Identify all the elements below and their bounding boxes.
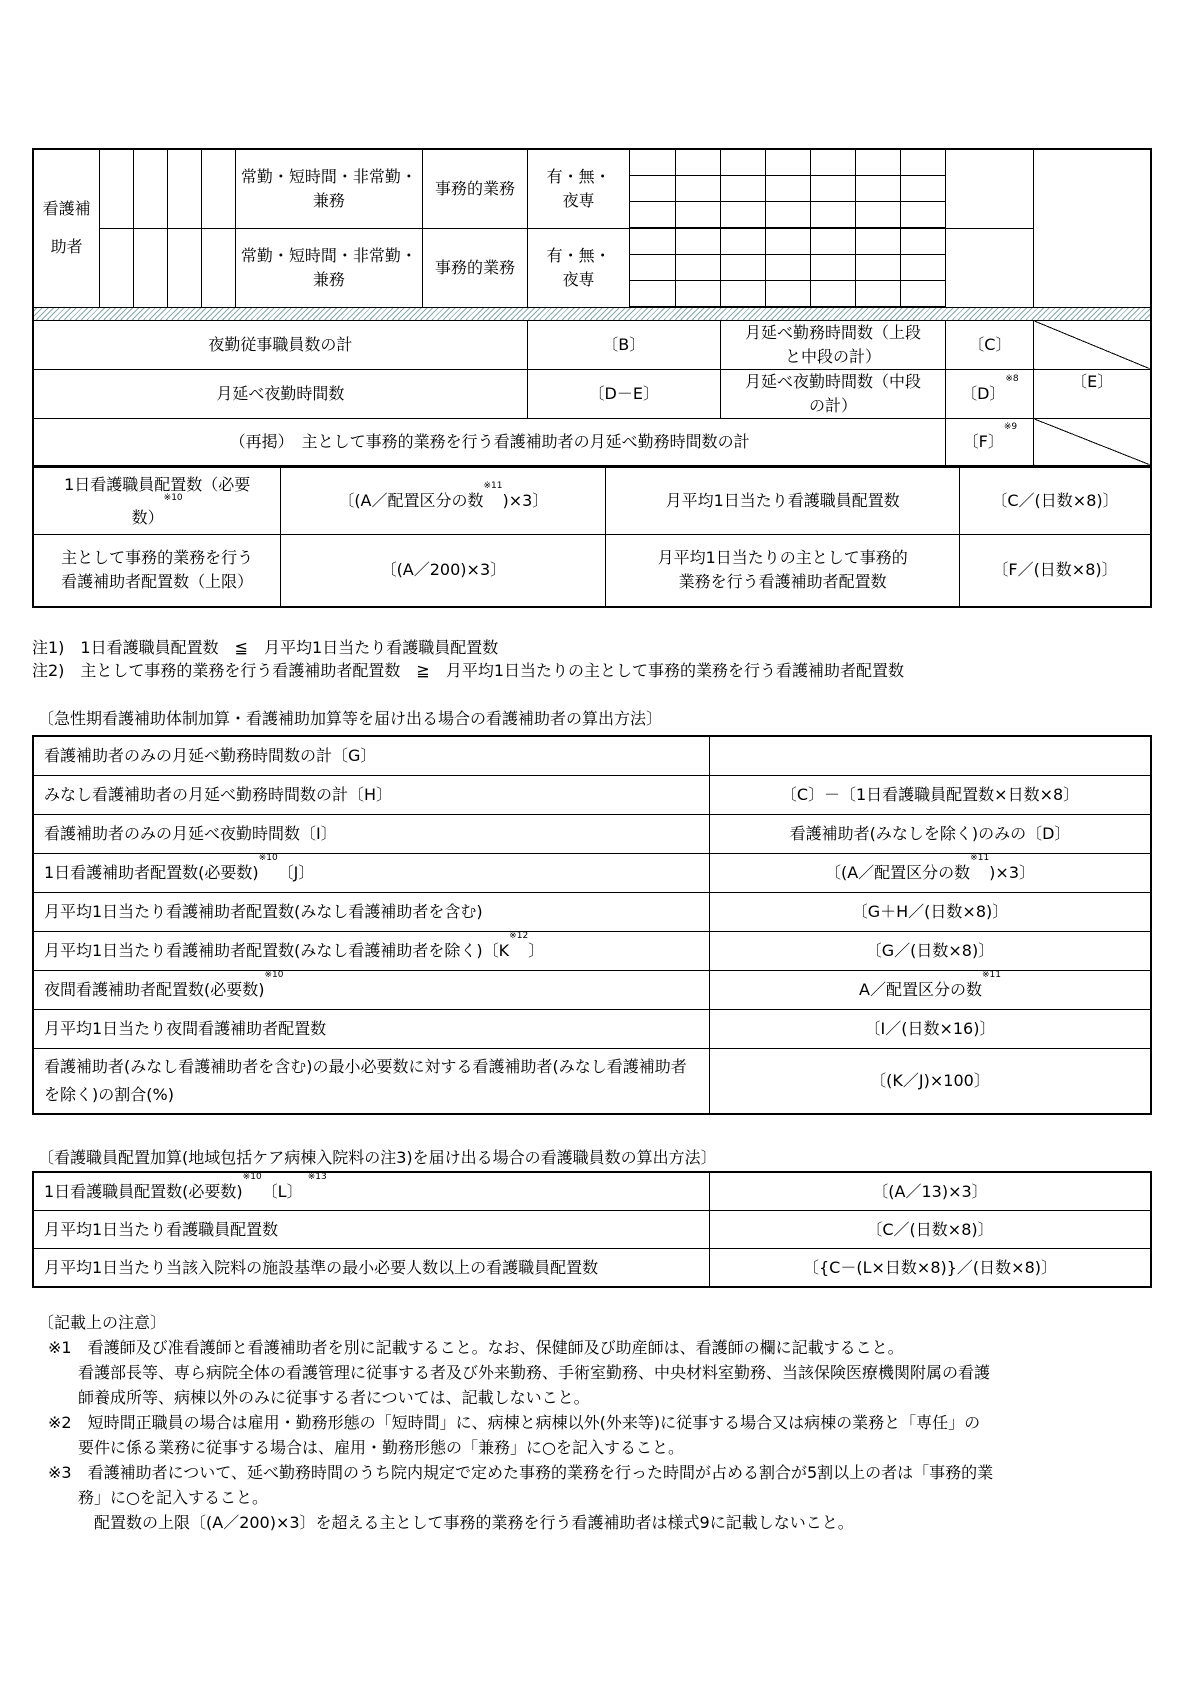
total-cell[interactable] — [946, 149, 1034, 228]
aide-row-label — [33, 854, 710, 893]
value-text: 〔(A／配置区分の数 — [824, 863, 971, 882]
aide-calc-table — [32, 735, 1152, 1115]
hours-cell[interactable] — [675, 149, 720, 175]
aide-row-label — [33, 932, 710, 971]
hours-cell[interactable] — [901, 280, 946, 306]
d-value: 〔D〕 — [961, 383, 1006, 403]
remarks-heading: 〔記載上の注意〕 — [38, 1313, 167, 1332]
aide-row-value: 〔G＋H／(日数×8)〕 — [710, 893, 1152, 932]
label-text: 〔L〕 — [261, 1181, 303, 1201]
footnote-ref: ※9 — [1003, 421, 1018, 432]
night-shift-text: 有・無・夜専 — [546, 245, 611, 289]
cell[interactable] — [201, 149, 235, 228]
hours-cell[interactable] — [765, 228, 810, 254]
monthly-avg-formula: 〔C／(日数×8)〕 — [960, 467, 1152, 535]
hours-cell[interactable] — [720, 280, 765, 306]
footnote-ref: ※11 — [483, 481, 503, 491]
hours-cell[interactable] — [630, 280, 675, 306]
remark-line: ※1 看護師及び准看護師と看護補助者を別に記載すること。なお、保健師及び助産師は、看護師の欄に記載すること。 — [48, 1338, 904, 1357]
hours-cell[interactable] — [856, 280, 901, 306]
duty-cell[interactable] — [423, 228, 528, 307]
hours-cell[interactable] — [720, 254, 765, 280]
monthly-night-hours-mid-value — [946, 369, 1034, 418]
hours-cell[interactable] — [765, 254, 810, 280]
footnote-ref: ※13 — [307, 1171, 327, 1182]
footnote-ref: ※10 — [258, 853, 278, 863]
nurse-row-value: 〔C／(日数×8)〕 — [710, 1211, 1152, 1249]
note-1: 注1) 1日看護職員配置数 ≦ 月平均1日当たり看護職員配置数 — [32, 638, 499, 657]
aide-row-value: 〔(K／J)×100〕 — [710, 1049, 1152, 1115]
hours-cell[interactable] — [856, 201, 901, 227]
diagonal-cell — [1034, 320, 1151, 369]
hours-cell[interactable] — [810, 175, 855, 201]
cell[interactable] — [134, 228, 168, 307]
hours-cell[interactable] — [765, 280, 810, 306]
admin-monthly-label-text: 月平均1日当たりの主として事務的業務を行う看護補助者配置数 — [657, 548, 908, 592]
hours-cell[interactable] — [810, 254, 855, 280]
monthly-night-hours-mid-label — [720, 369, 946, 418]
remark-line: 師養成所等、病棟以外のみに従事する者については、記載しないこと。 — [78, 1388, 590, 1407]
hours-cell[interactable] — [856, 254, 901, 280]
cell[interactable] — [201, 228, 235, 307]
value-text: )×3〕 — [989, 863, 1036, 882]
hours-cell[interactable] — [720, 175, 765, 201]
footnote-ref: ※10 — [264, 970, 284, 980]
hours-cell[interactable] — [630, 175, 675, 201]
admin-aide-label-text: 主として事務的業務を行う看護補助者配置数（上限） — [61, 548, 254, 592]
monthly-avg-label: 月平均1日当たり看護職員配置数 — [606, 467, 960, 535]
remark-line: 配置数の上限〔(A／200)×3〕を超える主として事務的業務を行う看護補助者は様式9に記載しないこと。 — [94, 1513, 854, 1532]
note-2: 注2) 主として事務的業務を行う看護補助者配置数 ≧ 月平均1日当たりの主として事務的業務を行う看護補助者配置数 — [32, 661, 905, 680]
night-staff-total-label: 夜勤従事職員数の計 — [33, 320, 527, 369]
monthly-night-hours-mid-text: 月延べ夜勤時間数（中段の計） — [744, 371, 921, 415]
hours-cell[interactable] — [675, 228, 720, 254]
nurse-row-value: 〔{C－(L×日数×8)}／(日数×8)〕 — [710, 1249, 1152, 1288]
remark-line: ※3 看護補助者について、延べ勤務時間のうち院内規定で定めた事務的業務を行った時間が占める割合が5割以上の者は「事務的業 — [48, 1463, 994, 1482]
cell[interactable] — [167, 149, 201, 228]
employment-type-cell[interactable] — [235, 228, 423, 307]
admin-aide-formula: 〔(A／200)×3〕 — [281, 535, 606, 607]
night-shift-text: 有・無・夜専 — [546, 166, 611, 210]
aide-row-label: 月平均1日当たり看護補助者配置数(みなし看護補助者を含む) — [33, 893, 710, 932]
nurse-row-value: 〔(A／13)×3〕 — [710, 1172, 1152, 1211]
aide-row-label — [33, 971, 710, 1010]
monthly-hours-label-text: 月延べ勤務時間数（上段と中段の計） — [744, 322, 921, 366]
aide-row-value — [710, 971, 1152, 1010]
hours-cell[interactable] — [675, 201, 720, 227]
e-value: 〔E〕 — [1034, 369, 1151, 418]
employment-type-text: 常勤・短時間・非常勤・兼務 — [240, 166, 417, 210]
admin-monthly-label — [606, 535, 960, 607]
role-label-line1: 看護補 — [42, 199, 91, 219]
aide-row-label: 看護補助者のみの月延べ夜勤時間数〔I〕 — [33, 815, 710, 854]
footnote-ref: ※12 — [509, 931, 529, 941]
aide-row-value: 看護補助者(みなしを除く)のみの〔D〕 — [710, 815, 1152, 854]
remark-line: 看護部長等、専ら病院全体の看護管理に従事する者及び外来勤務、手術室勤務、中央材料室勤務、当該保険医療機関附属の看護 — [78, 1363, 991, 1382]
aide-row-value — [710, 854, 1152, 893]
hours-cell[interactable] — [856, 149, 901, 175]
hours-cell[interactable] — [675, 175, 720, 201]
label-text: 夜間看護補助者配置数(必要数) — [44, 980, 265, 999]
aide-row-value: 〔G／(日数×8)〕 — [710, 932, 1152, 971]
hours-cell[interactable] — [810, 201, 855, 227]
cell[interactable] — [167, 228, 201, 307]
aide-row-label: 看護補助者(みなし看護補助者を含む)の最小必要数に対する看護補助者(みなし看護補助者を除く)の割合(%) — [33, 1049, 710, 1115]
footnote-ref: ※11 — [970, 853, 990, 863]
label-text: 〔J〕 — [277, 863, 315, 882]
aide-row-label: 看護補助者のみの月延べ勤務時間数の計〔G〕 — [33, 736, 710, 776]
table-break-stripe — [33, 307, 1151, 320]
daily-staff-formula — [281, 467, 606, 535]
duty-text: 事務的業務 — [435, 178, 516, 198]
hours-cell[interactable] — [630, 201, 675, 227]
aide-section-caption: 〔急性期看護補助体制加算・看護補助加算等を届け出る場合の看護補助者の算出方法〕 — [38, 709, 663, 728]
monthly-night-hours-label: 月延べ夜勤時間数 — [33, 369, 527, 418]
remark-line: 要件に係る業務に従事する場合は、雇用・勤務形態の「兼務」に○を記入すること。 — [78, 1438, 684, 1457]
hours-cell[interactable] — [901, 201, 946, 227]
total-cell[interactable] — [946, 228, 1034, 307]
hours-cell[interactable] — [856, 228, 901, 254]
aide-row-label: 月平均1日当たり夜間看護補助者配置数 — [33, 1010, 710, 1049]
aide-row-value: 〔C〕－〔1日看護職員配置数×日数×8〕 — [710, 776, 1152, 815]
employment-type-text: 常勤・短時間・非常勤・兼務 — [240, 245, 417, 289]
label-text: 1日看護職員配置数(必要数) — [44, 1181, 243, 1201]
employment-type-cell[interactable] — [235, 149, 423, 228]
footnote-ref: ※10 — [242, 1171, 262, 1182]
admin-aide-label — [33, 535, 281, 607]
aide-row-value[interactable] — [710, 736, 1152, 776]
footnote-ref: ※10 — [163, 493, 183, 503]
admin-monthly-formula: 〔F／(日数×8)〕 — [960, 535, 1152, 607]
hours-cell[interactable] — [901, 228, 946, 254]
label-text: 〕 — [528, 941, 545, 960]
aide-staff-table — [32, 148, 1152, 467]
aide-row-value: 〔I／(日数×16)〕 — [710, 1010, 1152, 1049]
hours-cell[interactable] — [630, 228, 675, 254]
hours-cell[interactable] — [765, 149, 810, 175]
hours-cell[interactable] — [675, 254, 720, 280]
hours-cell[interactable] — [810, 149, 855, 175]
reprint-value — [946, 418, 1034, 466]
remark-line: 務」に○を記入すること。 — [78, 1488, 268, 1507]
cell[interactable] — [100, 228, 134, 307]
diagonal-cell — [1034, 418, 1151, 466]
footnote-ref: ※11 — [981, 970, 1001, 980]
duty-text: 事務的業務 — [435, 257, 516, 277]
hours-cell[interactable] — [765, 175, 810, 201]
hours-cell[interactable] — [856, 175, 901, 201]
role-label-line2: 助者 — [50, 237, 83, 257]
daily-staff-label-text: 1日看護職員配置数（必要数） — [64, 475, 251, 527]
hours-cell[interactable] — [720, 149, 765, 175]
label-text: 月平均1日当たり看護補助者配置数(みなし看護補助者を除く)〔K — [44, 941, 510, 960]
night-shift-cell[interactable] — [527, 149, 630, 228]
hours-cell[interactable] — [630, 254, 675, 280]
hours-cell[interactable] — [901, 175, 946, 201]
staffing-table — [32, 466, 1152, 608]
hours-cell[interactable] — [810, 228, 855, 254]
hours-cell[interactable] — [765, 201, 810, 227]
daily-staff-label — [33, 467, 281, 535]
hours-cell[interactable] — [810, 280, 855, 306]
cell[interactable] — [100, 149, 134, 228]
night-shift-cell[interactable] — [527, 228, 630, 307]
role-label-cell — [33, 149, 100, 307]
formula-text: )×3〕 — [502, 491, 549, 510]
hours-cell[interactable] — [630, 149, 675, 175]
hours-cell[interactable] — [675, 280, 720, 306]
value-text: A／配置区分の数 — [859, 980, 982, 999]
nurse-calc-table — [32, 1171, 1152, 1288]
f-value: 〔F〕 — [962, 431, 1004, 451]
nurse-section-caption: 〔看護職員配置加算(地域包括ケア病棟入院料の注3)を届け出る場合の看護職員数の算出方法〕 — [38, 1148, 717, 1167]
formula-text: 〔(A／配置区分の数 — [338, 491, 484, 510]
duty-cell[interactable] — [423, 149, 528, 228]
hours-cell[interactable] — [720, 228, 765, 254]
label-text: 1日看護補助者配置数(必要数) — [44, 863, 259, 882]
remark-line: ※2 短時間正職員の場合は雇用・勤務形態の「短時間」に、病棟と病棟以外(外来等)に従事する場合又は病棟の業務と「専任」の — [48, 1413, 981, 1432]
reprint-label: （再掲） 主として事務的業務を行う看護補助者の月延べ勤務時間数の計 — [33, 418, 946, 466]
monthly-hours-value: 〔C〕 — [946, 320, 1034, 369]
cell[interactable] — [134, 149, 168, 228]
monthly-night-hours-value: 〔D－E〕 — [527, 369, 720, 418]
monthly-hours-label — [720, 320, 946, 369]
extra-cell[interactable] — [1034, 149, 1151, 307]
footnote-ref: ※8 — [1005, 373, 1019, 384]
nurse-row-label: 月平均1日当たり看護職員配置数 — [33, 1211, 710, 1249]
night-staff-total-value: 〔B〕 — [527, 320, 720, 369]
hours-cell[interactable] — [901, 149, 946, 175]
remarks-section — [38, 1310, 1158, 1535]
aide-row-label: みなし看護補助者の月延べ勤務時間数の計〔H〕 — [33, 776, 710, 815]
hours-cell[interactable] — [720, 201, 765, 227]
hours-cell[interactable] — [901, 254, 946, 280]
nurse-row-label: 月平均1日当たり当該入院料の施設基準の最小必要人数以上の看護職員配置数 — [33, 1249, 710, 1288]
nurse-row-label — [33, 1172, 710, 1211]
